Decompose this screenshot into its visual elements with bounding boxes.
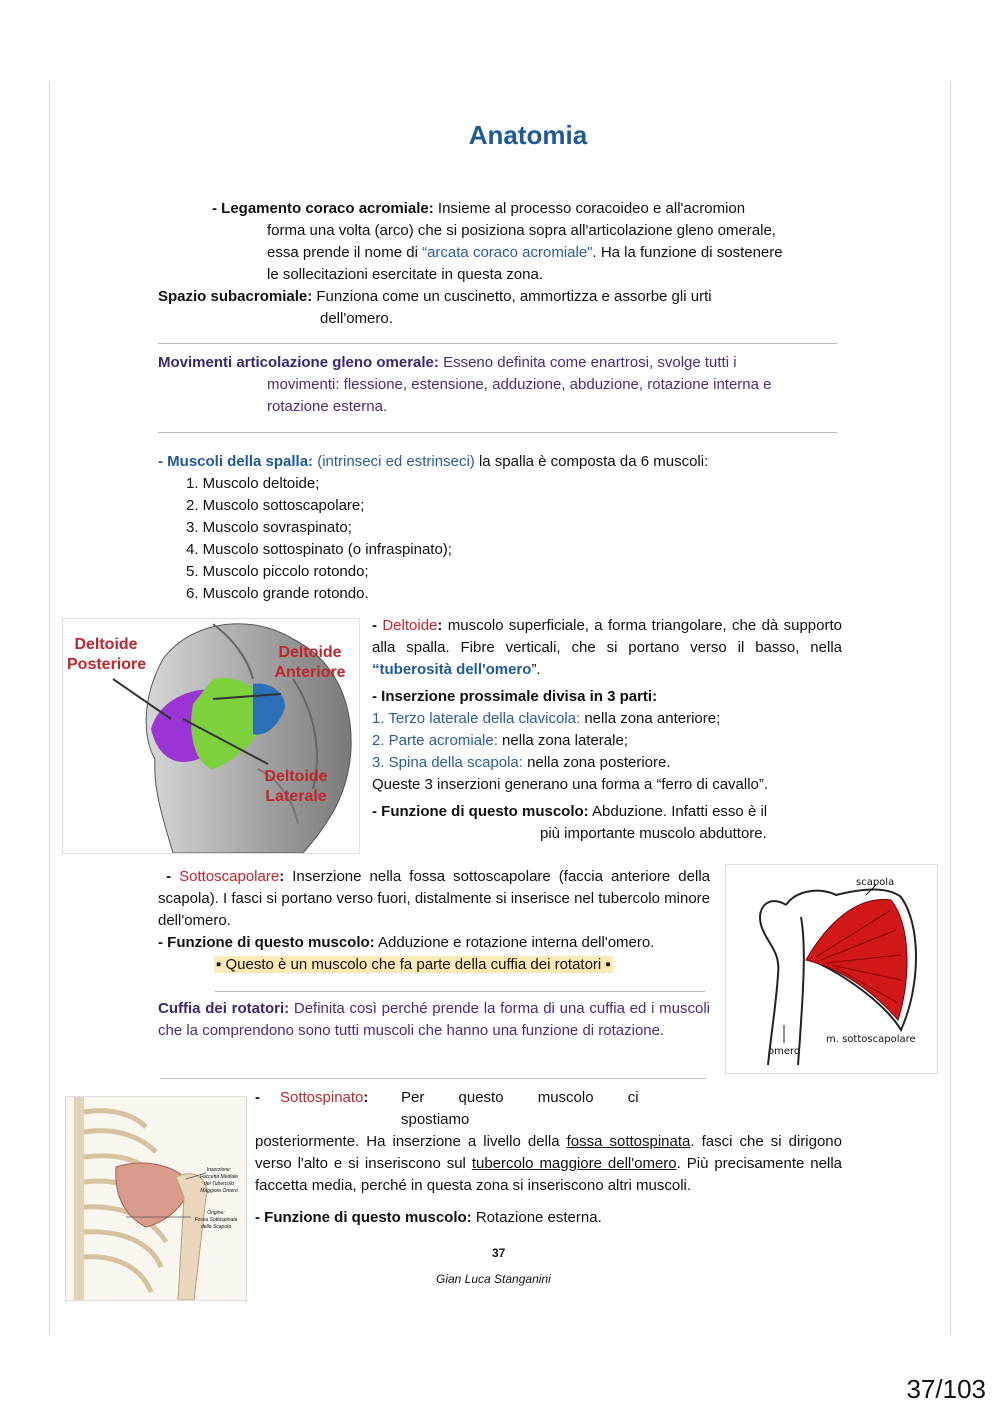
cuffia-block <box>158 998 710 1042</box>
inserzione-1-text: nella zona anteriore; <box>580 710 721 727</box>
deltoide-block <box>372 615 842 845</box>
label-deltoide-anteriore: Anteriore <box>274 664 346 681</box>
label-deltoide-posteriore: Deltoide <box>74 636 138 653</box>
sottospinato-text2: posteriormente. Ha inserzione a livello della <box>255 1133 567 1150</box>
sottospinato-name: Sottospinato <box>280 1089 364 1106</box>
inserzione-3-label: 3. Spina della scapola: <box>372 754 523 771</box>
cuffia-text: Definita così perché prende la forma di una cuffia ed i muscoli che la comprendono sono tutti muscoli che hanno una funzione di rotazione. <box>158 1000 710 1039</box>
divider <box>158 432 838 433</box>
muscoli-label: - Muscoli della spalla: <box>158 453 314 470</box>
label-sottoscapolare: m. sottoscapolare <box>826 1034 916 1045</box>
inserzione-1-label: 1. Terzo laterale della clavicola: <box>372 710 581 727</box>
legamento-text4: le sollecitazioni esercitate in questa zona. <box>267 266 543 283</box>
sottoscapolare-dash: - <box>166 868 180 885</box>
tubercolo-term: tubercolo maggiore dell'omero <box>471 1155 677 1172</box>
inserzione-2-text: nella zona laterale; <box>497 732 628 749</box>
list-item: 1. Muscolo deltoide; <box>186 475 320 492</box>
funzione-text: Adduzione e rotazione interna dell'omero. <box>374 934 655 951</box>
deltoide-dash: - <box>372 617 383 634</box>
spazio-text1: Funziona come un cuscinetto, ammortizza e assorbe gli urti <box>316 288 712 305</box>
deltoide-colon: : <box>437 617 443 634</box>
divider <box>215 991 705 992</box>
label-origine: della Scapola <box>200 1224 232 1230</box>
tuberosita-term: “tuberosità dell'omero <box>372 661 532 678</box>
inserzione-label: - Inserzione prossimale divisa in 3 parti: <box>372 688 658 705</box>
funzione-label: - Funzione di questo muscolo: <box>255 1209 472 1226</box>
sottoscapolare-name: Sottoscapolare <box>179 868 280 885</box>
deltoide-text1: muscolo superficiale, a forma triangolare, che dà supporto alla spalla. Fibre verticali, che si portano verso il basso, nella <box>372 617 842 656</box>
sottospinato-illustration <box>65 1096 247 1301</box>
deltoide-illustration <box>62 618 360 854</box>
movimenti-text2: movimenti: flessione, estensione, adduzione, abduzione, rotazione interna e <box>267 376 772 393</box>
list-item: 4. Muscolo sottospinato (o infraspinato); <box>186 541 452 558</box>
label-omero: omero <box>768 1046 801 1057</box>
legamento-block <box>158 198 858 286</box>
divider <box>158 343 838 344</box>
cuffia-highlight: ▪ Questo è un muscolo che fa parte della cuffia dei rotatori ▪ <box>216 956 611 973</box>
deltoide-name: Deltoide <box>382 617 438 634</box>
label-inserzione: Inserzione: <box>206 1167 232 1173</box>
funzione-text2: più importante muscolo abduttore. <box>540 825 767 842</box>
spazio-text2: dell'omero. <box>320 310 393 327</box>
label-scapola: scapola <box>856 877 895 888</box>
sottoscapolare-text: Inserzione nella fossa sottoscapolare (faccia anteriore della scapola). I fasci si portano verso fuori, distalmente si inserisce nel tubercolo minore dell'omero. <box>158 868 710 929</box>
queste-text: Queste 3 inserzioni generano una forma a “ferro di cavallo”. <box>372 776 769 793</box>
label-deltoide-posteriore: Posteriore <box>67 656 147 673</box>
label-inserzione: del Tubercolo <box>204 1181 234 1187</box>
label-inserzione: Maggiore Omero <box>200 1188 238 1194</box>
list-item: 2. Muscolo sottoscapolare; <box>186 497 365 514</box>
arcata-term: “arcata coraco acromiale" <box>422 244 593 261</box>
inserzione-3-text: nella zona posteriore. <box>522 754 671 771</box>
funzione-label: - Funzione di questo muscolo: <box>158 934 375 951</box>
funzione-label: - Funzione di questo muscolo: <box>372 803 589 820</box>
divider <box>160 1078 706 1079</box>
legamento-text2: forma una volta (arco) che si posiziona sopra all'articolazione gleno omerale, <box>267 222 776 239</box>
page-left-border <box>49 82 50 1334</box>
label-deltoide-laterale: Deltoide <box>264 768 328 785</box>
inserzione-2-label: 2. Parte acromiale: <box>372 732 498 749</box>
muscoli-paren: (intrinseci ed estrinseci) <box>317 453 475 470</box>
spazio-block <box>158 286 858 330</box>
muscoli-text: la spalla è composta da 6 muscoli: <box>478 453 709 470</box>
page-number: 37 <box>492 1246 506 1260</box>
sottospinato-block <box>255 1087 842 1229</box>
sottospinato-colon: : <box>363 1089 369 1106</box>
label-deltoide-laterale: Laterale <box>265 788 327 805</box>
sottoscapolare-illustration <box>725 864 938 1074</box>
movimenti-text3: rotazione esterna. <box>267 398 388 415</box>
movimenti-text1: Esseno definita come enartrosi, svolge tutti i <box>443 354 737 371</box>
author-name: Gian Luca Stanganini <box>436 1272 551 1286</box>
page-title: Anatomia <box>468 120 588 150</box>
movimenti-block <box>158 352 848 418</box>
rib-cage-icon <box>66 1097 246 1300</box>
legamento-text1: Insieme al processo coracoideo e all'acromion <box>437 200 746 217</box>
list-item: 6. Muscolo grande rotondo. <box>186 585 369 602</box>
label-inserzione: Faccetta Mediale <box>199 1174 239 1180</box>
label-deltoide-anteriore: Deltoide <box>278 644 342 661</box>
cuffia-label: Cuffia dei rotatori: <box>158 1000 290 1017</box>
legamento-text3a: essa prende il nome di <box>267 244 423 261</box>
funzione-text: Abduzione. Infatti esso è il <box>588 803 768 820</box>
sottospinato-dash: - <box>255 1089 260 1106</box>
spazio-label: Spazio subacromiale: <box>158 288 313 305</box>
funzione-text: Rotazione esterna. <box>471 1209 602 1226</box>
deltoide-text2: ”. <box>531 661 541 678</box>
muscoli-block <box>158 451 858 605</box>
list-item: 5. Muscolo piccolo rotondo; <box>186 563 369 580</box>
fossa-term: fossa sottospinata <box>566 1133 691 1150</box>
sottospinato-text4: . Più precisamente nella faccetta media, perché in questa zona si inseriscono altri muscoli. <box>255 1155 842 1194</box>
legamento-text3c: . Ha la funzione di sostenere <box>592 244 783 261</box>
sottoscapolare-colon: : <box>279 868 285 885</box>
legamento-label: - Legamento coraco acromiale: <box>212 200 434 217</box>
list-item: 3. Muscolo sovraspinato; <box>186 519 352 536</box>
sottoscapolare-block <box>158 866 710 976</box>
movimenti-label: Movimenti articolazione gleno omerale: <box>158 354 439 371</box>
label-origine: Origine: <box>207 1210 225 1216</box>
page-right-border <box>950 82 951 1334</box>
sottospinato-text1: Per questo muscolo ci spostiamo <box>401 1089 639 1128</box>
sottospinato-text3: . fasci che si dirigono verso l'alto e si inseriscono sul <box>255 1133 842 1172</box>
page-counter: 37/103 <box>906 1374 986 1404</box>
label-origine: Fossa Sottospinata <box>194 1217 238 1223</box>
